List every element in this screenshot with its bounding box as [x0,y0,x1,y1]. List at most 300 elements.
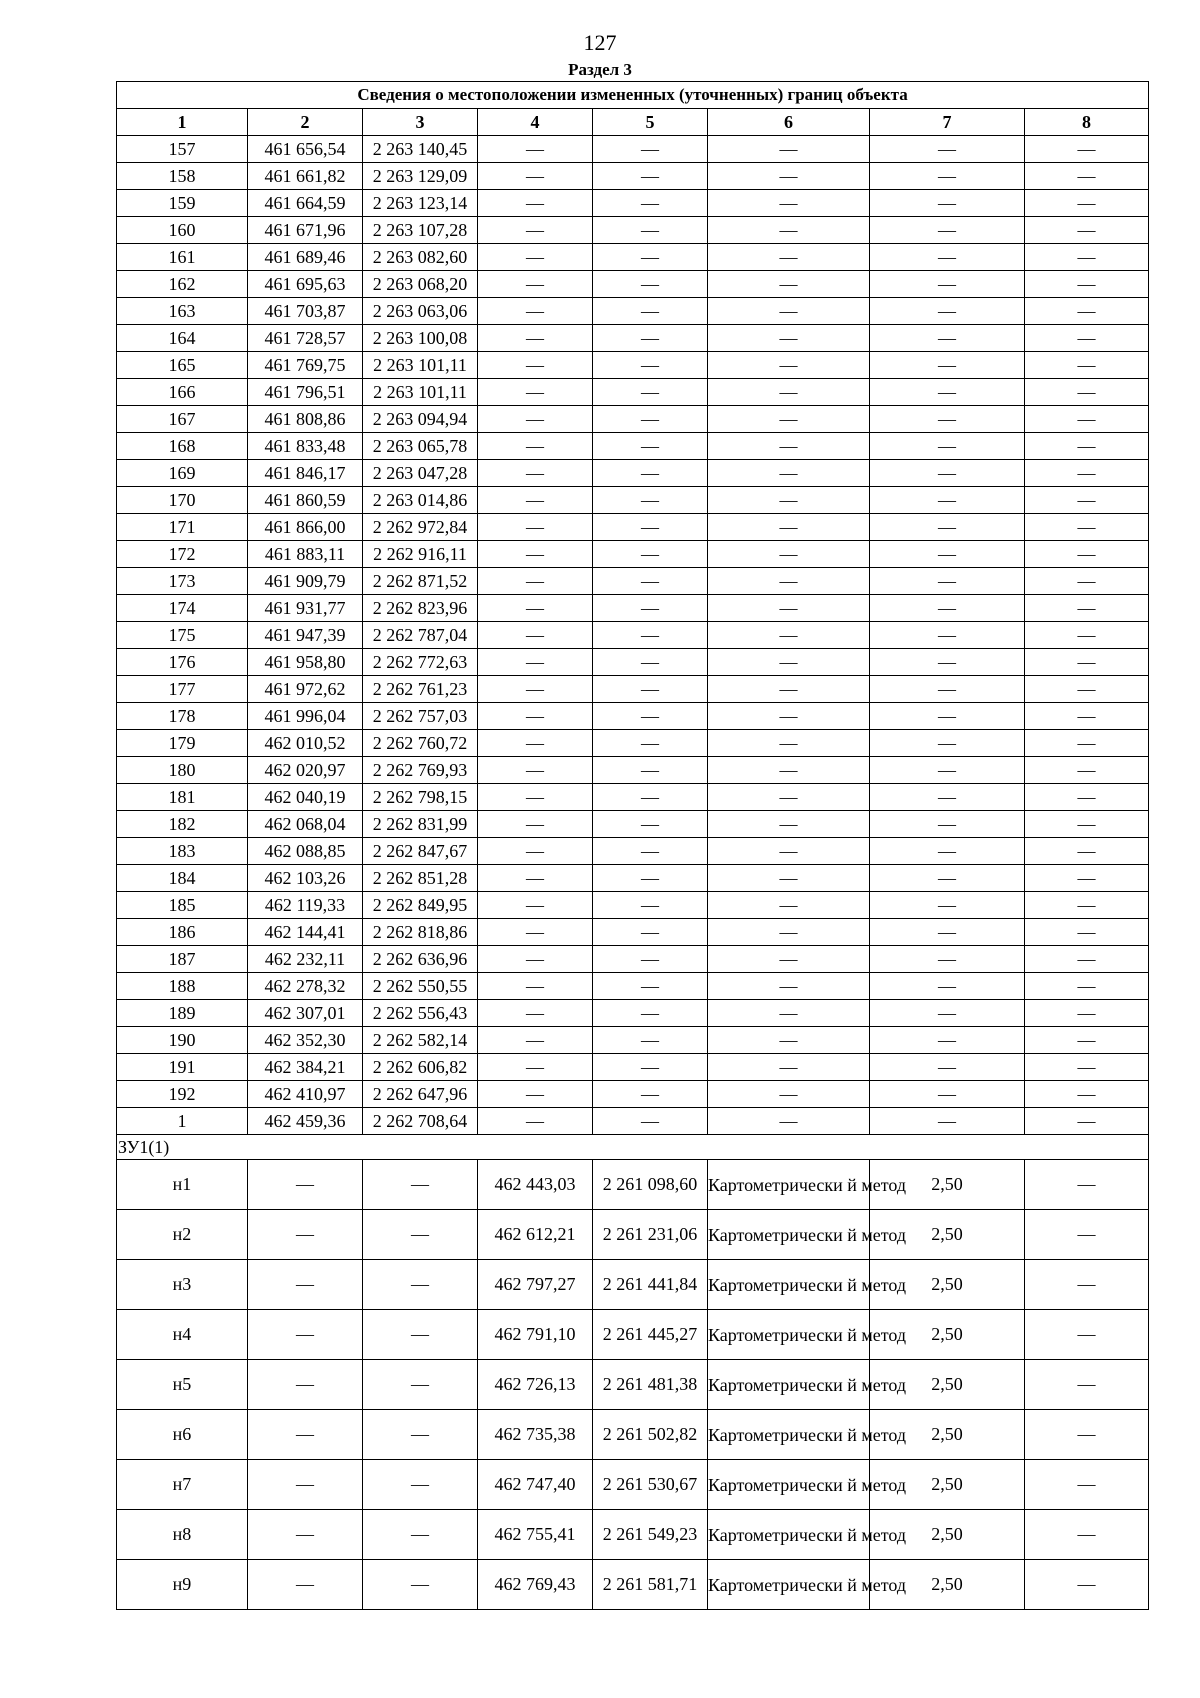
table-cell: — [248,1560,363,1610]
table-cell: 2 263 101,11 [363,379,478,406]
table-body [117,82,1149,1610]
table-cell: 2 262 606,82 [363,1054,478,1081]
method-cell: Картометрически й метод [708,1460,870,1510]
table-cell: — [1025,217,1149,244]
table-cell: — [708,919,870,946]
table-row [117,892,1149,919]
table-row [117,946,1149,973]
table-cell: н3 [117,1260,248,1310]
table-cell: — [478,892,593,919]
table-cell: — [478,136,593,163]
table-cell: — [363,1310,478,1360]
table-row [117,622,1149,649]
method-cell: Картометрически й метод [708,1560,870,1610]
table-row [117,676,1149,703]
table-cell: — [708,514,870,541]
table-cell: — [478,1081,593,1108]
table-cell: — [593,1027,708,1054]
table-cell: 461 860,59 [248,487,363,514]
table-cell: 462 144,41 [248,919,363,946]
table-cell: — [248,1260,363,1310]
table-cell: — [708,541,870,568]
table-cell: — [478,865,593,892]
table-cell: 173 [117,568,248,595]
table-cell: — [870,811,1025,838]
table-cell: 2 262 647,96 [363,1081,478,1108]
table-row [117,703,1149,730]
table-cell: 2 262 550,55 [363,973,478,1000]
table-cell: 461 656,54 [248,136,363,163]
column-number-header: 5 [593,109,708,136]
table-cell: — [870,163,1025,190]
table-cell: — [1025,514,1149,541]
table-cell: — [708,460,870,487]
table-row [117,1560,1149,1610]
table-row [117,865,1149,892]
table-cell: — [593,352,708,379]
table-cell: — [870,136,1025,163]
table-cell: — [478,487,593,514]
table-row [117,433,1149,460]
table-cell: 461 664,59 [248,190,363,217]
column-number-row [117,109,1149,136]
table-row [117,244,1149,271]
table-cell: — [478,919,593,946]
table-cell: 2 262 787,04 [363,622,478,649]
table-cell: — [478,217,593,244]
table-cell: 2 261 530,67 [593,1460,708,1510]
table-row [117,1360,1149,1410]
table-cell: — [870,298,1025,325]
table-row [117,1054,1149,1081]
table-cell: — [593,784,708,811]
table-cell: — [1025,541,1149,568]
table-cell: — [1025,1310,1149,1360]
table-cell: — [593,514,708,541]
table-cell: 461 866,00 [248,514,363,541]
table-row [117,217,1149,244]
table-cell: — [478,838,593,865]
table-cell: — [593,460,708,487]
page-number: 127 [583,30,617,55]
table-cell: 2 262 916,11 [363,541,478,568]
table-cell: — [593,406,708,433]
boundary-coordinates-table [116,81,1149,1610]
table-cell: 461 689,46 [248,244,363,271]
table-cell: 2 262 818,86 [363,919,478,946]
table-cell: — [870,703,1025,730]
table-cell: — [1025,784,1149,811]
table-cell: — [593,1108,708,1135]
table-cell: 462 010,52 [248,730,363,757]
table-cell: — [708,838,870,865]
table-cell: 462 443,03 [478,1160,593,1210]
table-cell: — [1025,244,1149,271]
table-cell: 461 909,79 [248,568,363,595]
table-cell: — [1025,892,1149,919]
table-cell: 169 [117,460,248,487]
column-number-header: 8 [1025,109,1149,136]
table-cell: — [478,541,593,568]
table-cell: — [870,460,1025,487]
table-cell: — [708,406,870,433]
table-cell: — [1025,271,1149,298]
table-cell: — [1025,1160,1149,1210]
table-cell: 2 263 129,09 [363,163,478,190]
table-cell: 2 263 065,78 [363,433,478,460]
table-cell: — [870,730,1025,757]
table-cell: 170 [117,487,248,514]
table-cell: — [593,919,708,946]
table-cell: — [478,379,593,406]
table-cell: — [708,352,870,379]
table-cell: 2 262 769,93 [363,757,478,784]
table-row [117,541,1149,568]
table-cell: 2 263 140,45 [363,136,478,163]
table-cell: — [478,757,593,784]
table-cell: 462 797,27 [478,1260,593,1310]
table-cell: — [870,271,1025,298]
table-cell: — [1025,433,1149,460]
table-cell: 462 726,13 [478,1360,593,1410]
table-cell: — [478,703,593,730]
table-cell: — [363,1210,478,1260]
table-cell: — [593,487,708,514]
table-cell: — [708,379,870,406]
table-cell: — [1025,487,1149,514]
table-cell: 2 262 972,84 [363,514,478,541]
table-cell: — [593,1000,708,1027]
table-cell: 462 068,04 [248,811,363,838]
table-cell: 461 833,48 [248,433,363,460]
table-cell: 157 [117,136,248,163]
table-cell: 2,50 [870,1560,1025,1610]
table-cell: 175 [117,622,248,649]
table-cell: н7 [117,1460,248,1510]
table-cell: — [248,1310,363,1360]
table-cell: 461 728,57 [248,325,363,352]
table-cell: — [478,973,593,1000]
table-cell: — [870,892,1025,919]
table-cell: — [1025,1460,1149,1510]
table-row [117,1510,1149,1560]
table-cell: — [363,1560,478,1610]
table-cell: — [870,487,1025,514]
table-row [117,919,1149,946]
table-cell: 461 958,80 [248,649,363,676]
table-cell: — [248,1210,363,1260]
table-cell: 176 [117,649,248,676]
table-cell: — [478,271,593,298]
table-cell: 461 695,63 [248,271,363,298]
table-cell: — [708,703,870,730]
group-label: ЗУ1(1) [117,1135,1149,1160]
table-cell: 180 [117,757,248,784]
table-cell: 185 [117,892,248,919]
table-cell: 2 263 068,20 [363,271,478,298]
table-cell: — [478,433,593,460]
table-cell: 461 947,39 [248,622,363,649]
table-cell: 2 262 708,64 [363,1108,478,1135]
table-cell: — [478,1027,593,1054]
table-cell: 2 262 636,96 [363,946,478,973]
table-cell: — [593,757,708,784]
table-row [117,352,1149,379]
table-cell: — [870,514,1025,541]
table-cell: — [1025,1027,1149,1054]
table-cell: — [478,1000,593,1027]
table-cell: 2 263 063,06 [363,298,478,325]
table-row [117,406,1149,433]
table-cell: — [870,757,1025,784]
table-cell: 163 [117,298,248,325]
table-cell: — [708,784,870,811]
table-cell: — [478,730,593,757]
table-row [117,1310,1149,1360]
table-cell: — [1025,946,1149,973]
column-number-header: 6 [708,109,870,136]
table-cell: — [593,946,708,973]
table-cell: — [708,1081,870,1108]
table-cell: — [1025,568,1149,595]
table-cell: 462 735,38 [478,1410,593,1460]
table-row [117,1000,1149,1027]
table-cell: — [708,973,870,1000]
table-cell: — [593,973,708,1000]
table-cell: — [1025,676,1149,703]
table-cell: 2 262 761,23 [363,676,478,703]
table-cell: — [1025,703,1149,730]
table-row [117,811,1149,838]
table-cell: 188 [117,973,248,1000]
table-cell: — [593,298,708,325]
table-row [117,1410,1149,1460]
table-cell: 2 261 231,06 [593,1210,708,1260]
table-row [117,298,1149,325]
table-cell: — [708,811,870,838]
table-cell: — [478,595,593,622]
table-cell: 462 232,11 [248,946,363,973]
table-cell: — [593,676,708,703]
table-cell: 461 769,75 [248,352,363,379]
table-row [117,514,1149,541]
table-cell: — [1025,730,1149,757]
table-cell: — [708,433,870,460]
column-number-header: 4 [478,109,593,136]
table-cell: — [1025,379,1149,406]
table-cell: 187 [117,946,248,973]
table-cell: — [870,325,1025,352]
column-number-header: 1 [117,109,248,136]
table-cell: — [478,406,593,433]
table-cell: — [1025,1054,1149,1081]
table-cell: — [478,244,593,271]
table-cell: 2,50 [870,1460,1025,1510]
table-cell: 462 769,43 [478,1560,593,1610]
table-cell: — [1025,919,1149,946]
table-cell: 462 307,01 [248,1000,363,1027]
table-cell: — [870,622,1025,649]
table-cell: — [870,865,1025,892]
table-cell: — [478,514,593,541]
table-cell: — [708,298,870,325]
table-cell: — [708,136,870,163]
table-cell: 462 352,30 [248,1027,363,1054]
table-cell: — [708,730,870,757]
table-cell: 189 [117,1000,248,1027]
table-cell: — [593,325,708,352]
table-cell: 160 [117,217,248,244]
table-cell: 183 [117,838,248,865]
table-cell: — [363,1160,478,1210]
table-cell: 177 [117,676,248,703]
table-cell: 179 [117,730,248,757]
table-cell: 164 [117,325,248,352]
table-cell: — [708,568,870,595]
table-cell: 2 261 098,60 [593,1160,708,1210]
table-cell: — [708,271,870,298]
table-cell: н8 [117,1510,248,1560]
table-cell: — [708,325,870,352]
method-cell: Картометрически й метод [708,1160,870,1210]
table-cell: 2 262 582,14 [363,1027,478,1054]
table-cell: — [870,595,1025,622]
table-cell: — [593,595,708,622]
table-cell: — [870,190,1025,217]
table-cell: — [248,1160,363,1210]
table-cell: — [708,1054,870,1081]
table-cell: — [708,244,870,271]
table-cell: — [870,1054,1025,1081]
table-cell: — [593,190,708,217]
table-row [117,730,1149,757]
table-cell: 174 [117,595,248,622]
table-cell: — [478,784,593,811]
method-cell: Картометрически й метод [708,1310,870,1360]
group-label-row [117,1135,1149,1160]
table-cell: 167 [117,406,248,433]
table-cell: — [1025,838,1149,865]
table-cell: — [708,163,870,190]
table-cell: 2 263 082,60 [363,244,478,271]
table-cell: 1 [117,1108,248,1135]
table-cell: 181 [117,784,248,811]
table-cell: — [363,1460,478,1510]
table-cell: — [593,865,708,892]
table-row [117,1160,1149,1210]
table-cell: — [708,676,870,703]
table-cell: 2 262 772,63 [363,649,478,676]
table-cell: 171 [117,514,248,541]
table-cell: 2 262 798,15 [363,784,478,811]
table-cell: 462 747,40 [478,1460,593,1510]
table-cell: 2 262 823,96 [363,595,478,622]
table-cell: — [1025,757,1149,784]
table-cell: н2 [117,1210,248,1260]
table-cell: — [1025,460,1149,487]
table-cell: 462 612,21 [478,1210,593,1260]
table-cell: 2 263 094,94 [363,406,478,433]
table-cell: — [478,649,593,676]
table-cell: — [1025,136,1149,163]
table-cell: — [1025,1410,1149,1460]
table-cell: 2 263 047,28 [363,460,478,487]
table-cell: — [593,271,708,298]
table-cell: — [870,433,1025,460]
table-cell: 2 261 441,84 [593,1260,708,1310]
table-cell: — [870,379,1025,406]
table-cell: 462 791,10 [478,1310,593,1360]
table-cell: — [248,1360,363,1410]
table-cell: 2 262 849,95 [363,892,478,919]
table-row [117,271,1149,298]
table-cell: — [248,1410,363,1460]
table-title-row [117,82,1149,109]
column-number-header: 7 [870,109,1025,136]
table-cell: — [593,568,708,595]
table-cell: 2,50 [870,1210,1025,1260]
table-cell: 161 [117,244,248,271]
table-cell: — [708,1000,870,1027]
table-cell: — [1025,1210,1149,1260]
table-cell: — [478,352,593,379]
section-title: Раздел 3 [568,60,632,79]
table-cell: 2 263 107,28 [363,217,478,244]
table-cell: — [593,163,708,190]
table-cell: — [1025,190,1149,217]
table-cell: — [870,217,1025,244]
table-cell: — [478,460,593,487]
table-cell: — [870,406,1025,433]
table-cell: н5 [117,1360,248,1410]
table-row [117,1460,1149,1510]
table-cell: — [708,892,870,919]
table-row [117,973,1149,1000]
table-cell: — [708,1108,870,1135]
table-cell: 2 262 831,99 [363,811,478,838]
table-row [117,1210,1149,1260]
table-cell: 2 263 123,14 [363,190,478,217]
method-cell: Картометрически й метод [708,1210,870,1260]
table-cell: 2 262 760,72 [363,730,478,757]
table-cell: 2,50 [870,1160,1025,1210]
table-cell: — [593,433,708,460]
table-cell: — [593,811,708,838]
table-cell: — [1025,1260,1149,1310]
table-cell: 2,50 [870,1360,1025,1410]
table-cell: — [1025,325,1149,352]
table-cell: 462 088,85 [248,838,363,865]
table-cell: 191 [117,1054,248,1081]
table-cell: 158 [117,163,248,190]
table-row [117,1027,1149,1054]
table-cell: — [593,703,708,730]
table-cell: — [708,217,870,244]
table-cell: 461 972,62 [248,676,363,703]
table-cell: — [1025,1510,1149,1560]
table-cell: — [708,946,870,973]
table-cell: — [1025,1360,1149,1410]
method-cell: Картометрически й метод [708,1410,870,1460]
table-cell: — [708,595,870,622]
table-cell: — [1025,973,1149,1000]
table-cell: — [478,811,593,838]
table-cell: н6 [117,1410,248,1460]
table-cell: — [708,1027,870,1054]
table-cell: — [708,865,870,892]
table-cell: — [593,217,708,244]
table-cell: 168 [117,433,248,460]
